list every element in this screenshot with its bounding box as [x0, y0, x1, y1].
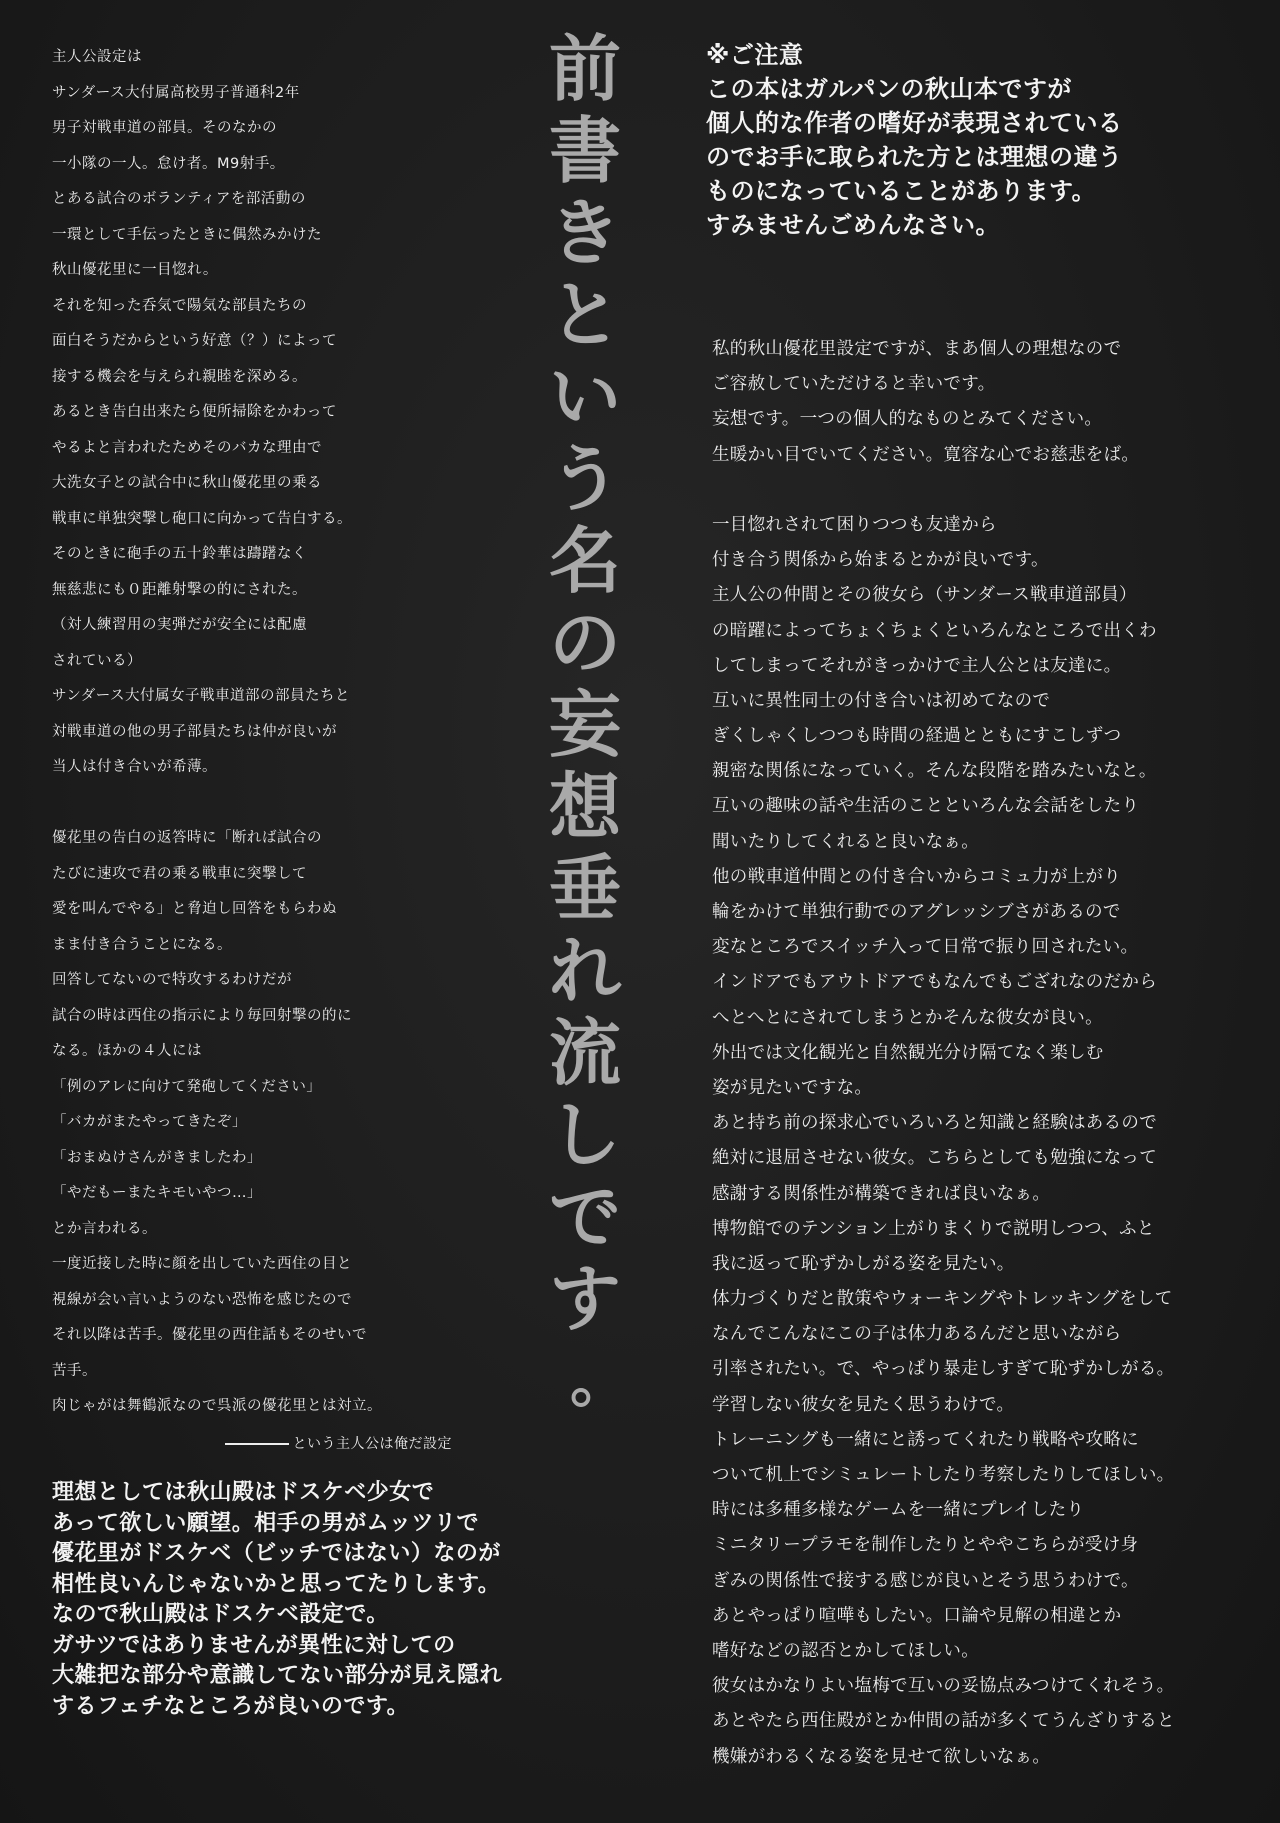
- notice-line: すみませんごめんなさい。: [706, 211, 1000, 239]
- private-settings-line: 学習しない彼女を見たく思うわけで。: [712, 1394, 1015, 1415]
- title-char: 流: [548, 1011, 621, 1095]
- private-settings-line: 私的秋山優花里設定ですが、まあ個人の理想なので: [712, 339, 1122, 359]
- paragraph-gap: [52, 786, 452, 822]
- settings-line: 男子対戦車道の部員。そのなかの: [52, 120, 277, 136]
- private-settings-line: 聞いたりしてくれると良いなぁ。: [712, 831, 979, 852]
- notice-line: 個人的な作者の嗜好が表現されている: [706, 109, 1123, 137]
- settings-line: 当人は付き合いが希薄。: [52, 759, 217, 775]
- private-settings-line: 引率されたい。で、やっぱり暴走しすぎて恥ずかしがる。: [712, 1359, 1175, 1380]
- private-settings-line: 互いに異性同士の付き合いは初めてなので: [712, 690, 1051, 711]
- settings-line: それ以降は苦手。優花里の西住話もそのせいで: [52, 1327, 367, 1343]
- settings-line: （対人練習用の実弾だが安全には配慮: [52, 617, 307, 633]
- private-settings: [712, 332, 1252, 1775]
- settings-line: サンダース大付属高校男子普通科2年: [52, 84, 300, 101]
- private-settings-line: ついて机上でシミュレートしたり考察したりしてほしい。: [712, 1465, 1175, 1485]
- settings-line: 無慈悲にも０距離射撃の的にされた。: [52, 581, 307, 598]
- private-settings-line: 外出では文化観光と自然観光分け隔てなく楽しむ: [712, 1042, 1104, 1063]
- settings-line: 一小隊の一人。怠け者。M9射手。: [52, 155, 285, 172]
- private-settings-line: 一目惚れされて困りつつも友達から: [712, 514, 997, 535]
- settings-line: 優花里の告白の返答時に「断れば試合の: [52, 830, 322, 846]
- private-settings-line: 彼女はかなりよい塩梅で互いの妥協点みつけてくれそう。: [712, 1676, 1175, 1697]
- ideal-line: 相性良いんじゃないかと思ってたりします。: [52, 1571, 501, 1597]
- notice-line: のでお手に取られた方とは理想の違う: [706, 143, 1123, 171]
- private-settings-line: 変なところでスイッチ入って日常で振り回されたい。: [712, 937, 1139, 958]
- title-char: 前: [548, 27, 621, 111]
- title-char: き: [548, 191, 621, 275]
- signature-dash: [225, 1443, 289, 1445]
- private-settings-line: 感謝する関係性が構築できれば良いなぁ。: [712, 1183, 1051, 1204]
- private-settings-line: してしまってそれがきっかけで主人公とは友達に。: [712, 655, 1122, 676]
- private-settings-line: 絶対に退屈させない彼女。こちらとしても勉強になって: [712, 1148, 1157, 1169]
- private-settings-line: あと持ち前の探求心でいろいろと知識と経験はあるので: [712, 1113, 1157, 1134]
- page-title: [540, 28, 630, 1708]
- private-settings-line: 付き合う関係から始まるとかが良いです。: [712, 550, 1049, 571]
- private-settings-line: 時には多種多様なゲームを一緒にプレイしたり: [712, 1500, 1085, 1521]
- settings-line: とある試合のボランティアを部活動の: [52, 191, 306, 207]
- settings-line: まま付き合うことになる。: [52, 936, 232, 953]
- private-settings-line: ぎみの関係性で接する感じが良いとそう思うわけで。: [712, 1570, 1139, 1591]
- private-settings-line: 主人公の仲間とその彼女ら（サンダース戦車道部員）: [712, 585, 1137, 606]
- ideal-line: 優花里がドスケベ（ビッチではない）なのが: [52, 1541, 501, 1566]
- private-settings-line: 我に返って恥ずかしがる姿を見たい。: [712, 1253, 1015, 1274]
- settings-signature: [52, 1427, 452, 1463]
- settings-line: 「おまぬけさんがきましたわ」: [52, 1149, 262, 1166]
- title-char: で: [548, 1175, 621, 1259]
- settings-line: 一環として手伝ったときに偶然みかけた: [52, 226, 322, 243]
- ideal-line: なので秋山殿はドスケベ設定で。: [52, 1602, 389, 1627]
- private-settings-line: 他の戦車道仲間との付き合いからコミュ力が上がり: [712, 866, 1122, 887]
- private-settings-line: インドアでもアウトドアでもなんでもござれなのだから: [712, 972, 1157, 993]
- private-settings-line: 親密な関係になっていく。そんな段階を踏みたいなと。: [712, 761, 1157, 782]
- ideal-line: あって欲しい願望。相手の男がムッツリで: [52, 1510, 480, 1536]
- notice-line: ※ご注意: [706, 41, 804, 69]
- private-settings-line: 機嫌がわるくなる姿を見せて欲しいなぁ。: [712, 1746, 1051, 1767]
- private-settings-line: 嗜好などの認否とかしてほしい。: [712, 1640, 979, 1661]
- private-settings-line: あとやっぱり喧嘩もしたい。口論や見解の相違とか: [712, 1605, 1122, 1626]
- settings-line: 苦手。: [52, 1362, 97, 1379]
- title-char: と: [548, 273, 621, 357]
- settings-line: とか言われる。: [52, 1220, 157, 1237]
- ideal-line: するフェチなところが良いのです。: [52, 1693, 410, 1719]
- title-char: す: [548, 1257, 621, 1341]
- paragraph-gap: [712, 473, 1252, 508]
- notice-line: この本はガルパンの秋山本ですが: [706, 75, 1072, 103]
- title-char: 妄: [548, 683, 621, 767]
- settings-line: そのときに砲手の五十鈴華は躊躇なく: [52, 546, 307, 562]
- settings-line: 秋山優花里に一目惚れ。: [52, 262, 218, 278]
- private-settings-line: 妄想です。一つの個人的なものとみてください。: [712, 409, 1103, 430]
- title-char: し: [548, 1093, 621, 1177]
- settings-line: 視線が会い言いようのない恐怖を感じたので: [52, 1291, 352, 1308]
- ideal-line: 大雑把な部分や意識してない部分が見え隠れ: [52, 1663, 503, 1688]
- settings-line: 「バカがまたやってきたぞ」: [52, 1114, 247, 1130]
- private-settings-line: あとやたら西住殿がとか仲間の話が多くてうんざりすると: [712, 1711, 1175, 1732]
- title-char: の: [548, 601, 621, 685]
- private-settings-line: ご容赦していただけると幸いです。: [712, 374, 996, 395]
- settings-line: されている）: [52, 652, 142, 669]
- settings-line: 面白そうだからという好意（？）によって: [52, 333, 337, 349]
- settings-line: それを知った呑気で陽気な部員たちの: [52, 297, 307, 314]
- title-char: う: [548, 437, 621, 521]
- notice-block: [706, 38, 1246, 242]
- title-char: 書: [548, 109, 621, 193]
- title-char: 垂: [548, 847, 621, 931]
- private-settings-line: ミニタリープラモを制作したりとややこちらが受け身: [712, 1535, 1139, 1556]
- settings-line: 対戦車道の他の男子部員たちは仲が良いが: [52, 723, 337, 740]
- notice-line: ものになっていることがあります。: [706, 177, 1097, 205]
- settings-line: 愛を叫んでやる」と脅迫し回答をもらわぬ: [52, 901, 337, 917]
- private-settings-line: 体力づくりだと散策やウォーキングやトレッキングをして: [712, 1289, 1173, 1310]
- ideal-line: ガサツではありませんが異性に対しての: [52, 1632, 456, 1658]
- private-settings-line: トレーニングも一緒にと誘ってくれたり戦略や攻略に: [712, 1429, 1139, 1450]
- settings-line: 「例のアレに向けて発砲してください」: [52, 1078, 322, 1095]
- private-settings-line: なんでこんなにこの子は体力あるんだと思いながら: [712, 1324, 1122, 1345]
- private-settings-line: 輪をかけて単独行動でのアグレッシブさがあるので: [712, 902, 1121, 922]
- private-settings-line: ぎくしゃくしつつも時間の経過とともにすこしずつ: [712, 726, 1122, 747]
- title-char: 。: [570, 1346, 630, 1416]
- ideal-line: 理想としては秋山殿はドスケベ少女で: [52, 1480, 435, 1505]
- title-char: い: [548, 355, 621, 439]
- settings-line: 戦車に単独突撃し砲口に向かって告白する。: [52, 510, 352, 527]
- private-settings-line: 姿が見たいですな。: [712, 1077, 873, 1098]
- private-settings-line: 互いの趣味の話や生活のことといろんな会話をしたり: [712, 796, 1140, 817]
- settings-line: 主人公設定は: [52, 49, 142, 65]
- settings-line: 一度近接した時に顔を出していた西住の目と: [52, 1256, 352, 1272]
- title-char: 名: [548, 519, 621, 603]
- settings-line: 試合の時は西住の指示により毎回射撃の的に: [52, 1007, 352, 1024]
- private-settings-line: の暗躍によってちょくちょくといろんなところで出くわ: [712, 620, 1157, 641]
- title-char: 想: [548, 765, 621, 849]
- settings-line: 大洗女子との試合中に秋山優花里の乗る: [52, 475, 322, 491]
- signature-text: という主人公は俺だ設定: [292, 1435, 452, 1452]
- title-char: れ: [548, 929, 621, 1013]
- settings-line: 接する機会を与えられ親睦を深める。: [52, 368, 307, 385]
- settings-line: やるよと言われたためそのバカな理由で: [52, 439, 322, 456]
- settings-line: 肉じゃがは舞鶴派なので呉派の優花里とは対立。: [52, 1398, 382, 1414]
- settings-line: なる。ほかの４人には: [52, 1043, 202, 1059]
- private-settings-line: 生暖かい目でいてください。寛容な心でお慈悲をば。: [712, 444, 1140, 465]
- settings-line: あるとき告白出来たら便所掃除をかわって: [52, 404, 337, 420]
- private-settings-line: 博物館でのテンション上がりまくりで説明しつつ、ふと: [712, 1218, 1155, 1239]
- settings-line: サンダース大付属女子戦車道部の部員たちと: [52, 688, 350, 704]
- settings-line: 「やだもーまたキモいやつ…」: [52, 1185, 262, 1201]
- settings-line: 回答してないので特攻するわけだが: [52, 972, 292, 988]
- private-settings-line: へとへとにされてしまうとかそんな彼女が良い。: [712, 1007, 1103, 1028]
- settings-line: たびに速攻で君の乗る戦車に突撃して: [52, 865, 307, 882]
- protagonist-settings: [52, 40, 452, 1462]
- ideal-paragraph: [52, 1478, 572, 1722]
